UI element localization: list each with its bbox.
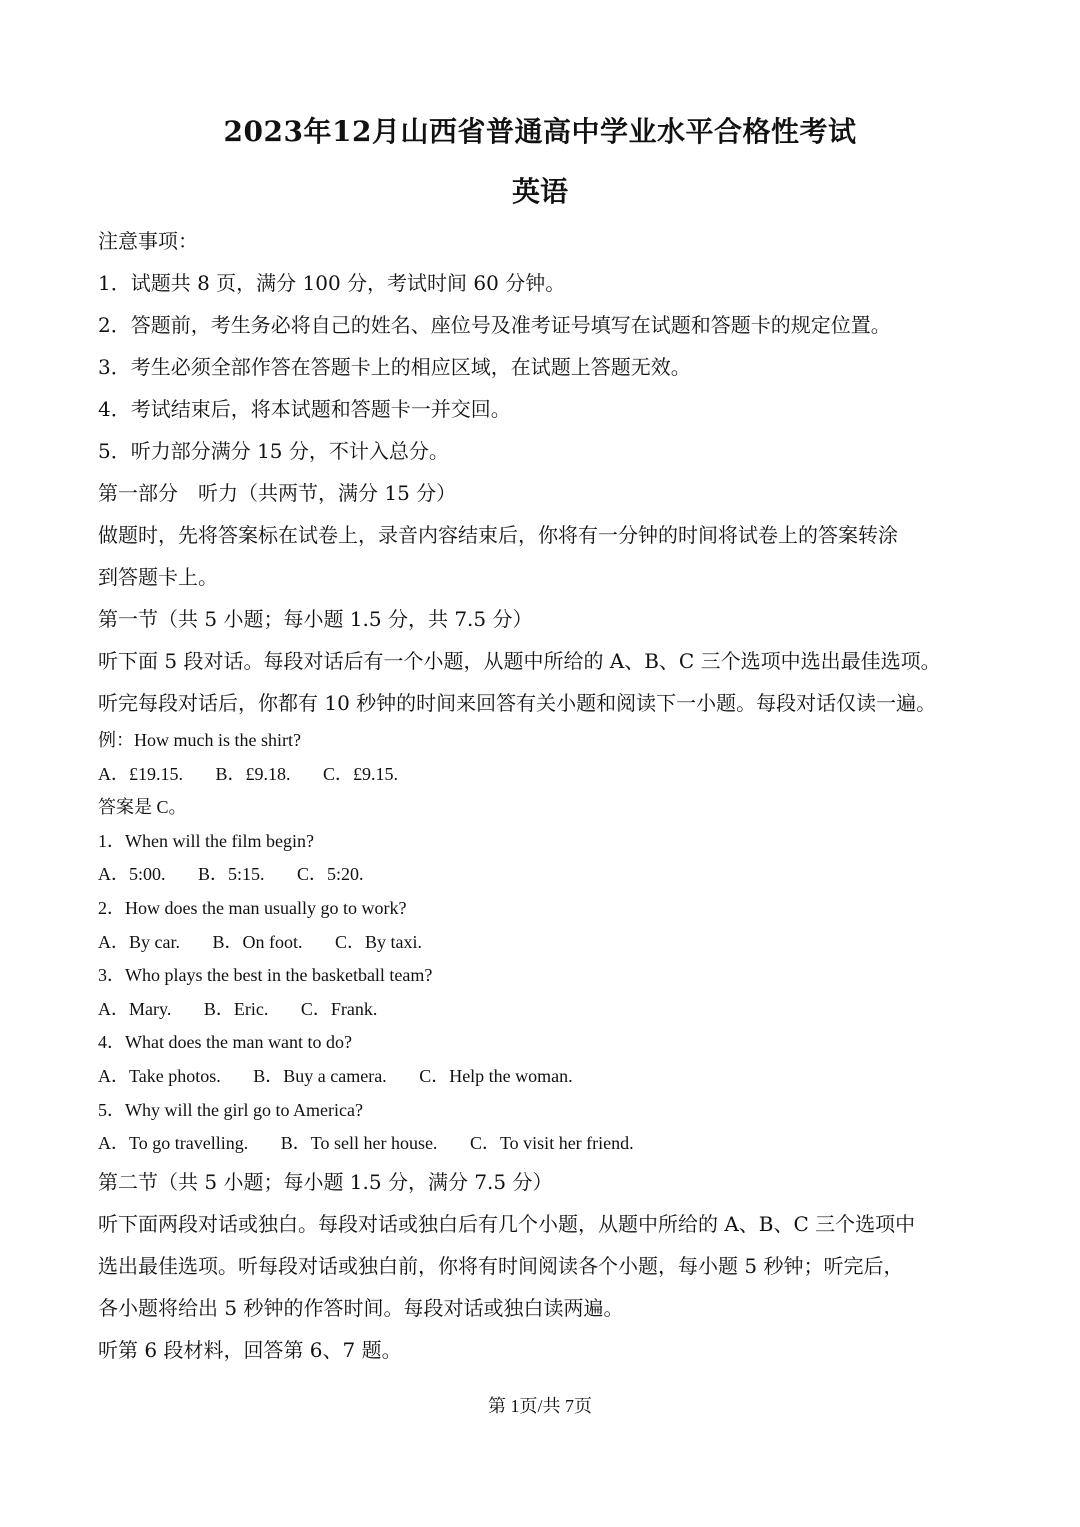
q2-option-a: A．By car. (98, 931, 180, 952)
question-3-options (98, 993, 998, 1027)
q5-option-a: A．To go travelling. (98, 1133, 249, 1154)
notice-item-3: 3．考生必须全部作答在答题卡上的相应区域，在试题上答题无效。 (98, 355, 691, 379)
section1-instr-line2: 听完每段对话后，你都有 10 秒钟的时间来回答有关小题和阅读下一小题。每段对话仅读一遍。 (98, 691, 937, 715)
q1-option-b: B．5:15. (198, 864, 265, 885)
exam-title: 2023年12月山西省普通高中学业水平合格性考试 (223, 115, 857, 148)
q4-option-b: B．Buy a camera. (253, 1065, 387, 1086)
q4-option-c: C．Help the woman. (419, 1065, 573, 1086)
question-1: 1．When will the film begin? (98, 830, 314, 851)
exam-subject: 英语 (511, 175, 568, 208)
q5-option-c: C．To visit her friend. (469, 1133, 634, 1154)
section2-heading: 第二节（共 5 小题；每小题 1.5 分，满分 7.5 分） (98, 1169, 553, 1194)
q5-option-b: B．To sell her house. (280, 1133, 438, 1154)
question-2: 2．How does the man usually go to work? (98, 897, 407, 918)
question-4: 4．What does the man want to do? (98, 1032, 352, 1053)
section2-material: 听第 6 段材料，回答第 6、7 题。 (98, 1337, 402, 1362)
notice-item-1: 1．试题共 8 页，满分 100 分，考试时间 60 分钟。 (98, 271, 566, 295)
example-question: 例：How much is the shirt? (98, 730, 301, 750)
section1-instr-line1: 听下面 5 段对话。每段对话后有一个小题，从题中所给的 A、B、C 三个选项中选出最佳选项。 (98, 649, 941, 673)
q4-option-a: A．Take photos. (98, 1065, 221, 1086)
example-option-b: B．£9.18. (215, 763, 291, 784)
example-options (98, 758, 998, 792)
example-option-a: A．£19.15. (98, 763, 183, 784)
question-5-options (98, 1127, 998, 1161)
section2-instr-line2: 选出最佳选项。听每段对话或独白前，你将有时间阅读各个小题，每小题 5 秒钟；听完后， (98, 1253, 904, 1278)
exam-page (98, 110, 998, 1371)
question-4-options (98, 1060, 998, 1094)
section1-heading: 第一节（共 5 小题；每小题 1.5 分，共 7.5 分） (98, 607, 533, 631)
part1-heading: 第一部分 听力（共两节，满分 15 分） (98, 481, 457, 505)
q1-option-c: C．5:20. (297, 864, 364, 885)
notice-item-5: 5．听力部分满分 15 分，不计入总分。 (98, 439, 449, 463)
q2-option-b: B．On foot. (212, 931, 303, 952)
q2-option-c: C．By taxi. (334, 931, 422, 952)
section2-instr-line1: 听下面两段对话或独白。每段对话或独白后有几个小题，从题中所给的 A、B、C 三个选项中 (98, 1211, 916, 1236)
question-3: 3．Who plays the best in the basketball team? (98, 965, 433, 986)
part1-intro-line1: 做题时，先将答案标在试卷上，录音内容结束后，你将有一分钟的时间将试卷上的答案转涂 (98, 523, 898, 547)
question-1-options (98, 858, 998, 892)
notice-item-4: 4．考试结束后，将本试题和答题卡一并交回。 (98, 397, 511, 421)
notice-item-2: 2．答题前，考生务必将自己的姓名、座位号及准考证号填写在试题和答题卡的规定位置。 (98, 313, 891, 337)
question-2-options (98, 926, 998, 960)
q1-option-a: A．5:00. (98, 864, 166, 885)
example-option-c: C．£9.15. (323, 763, 399, 784)
q3-option-a: A．Mary. (98, 998, 172, 1019)
notice-heading: 注意事项： (98, 229, 198, 253)
question-5: 5．Why will the girl go to America? (98, 1099, 363, 1120)
page-number: 第 1页/共 7页 (487, 1396, 592, 1416)
example-answer: 答案是 C。 (98, 797, 187, 818)
part1-intro-line2: 到答题卡上。 (98, 565, 218, 589)
section2-instr-line3: 各小题将给出 5 秒钟的作答时间。每段对话或独白读两遍。 (98, 1295, 624, 1320)
q3-option-c: C．Frank. (300, 998, 378, 1019)
q3-option-b: B．Eric. (203, 998, 269, 1019)
